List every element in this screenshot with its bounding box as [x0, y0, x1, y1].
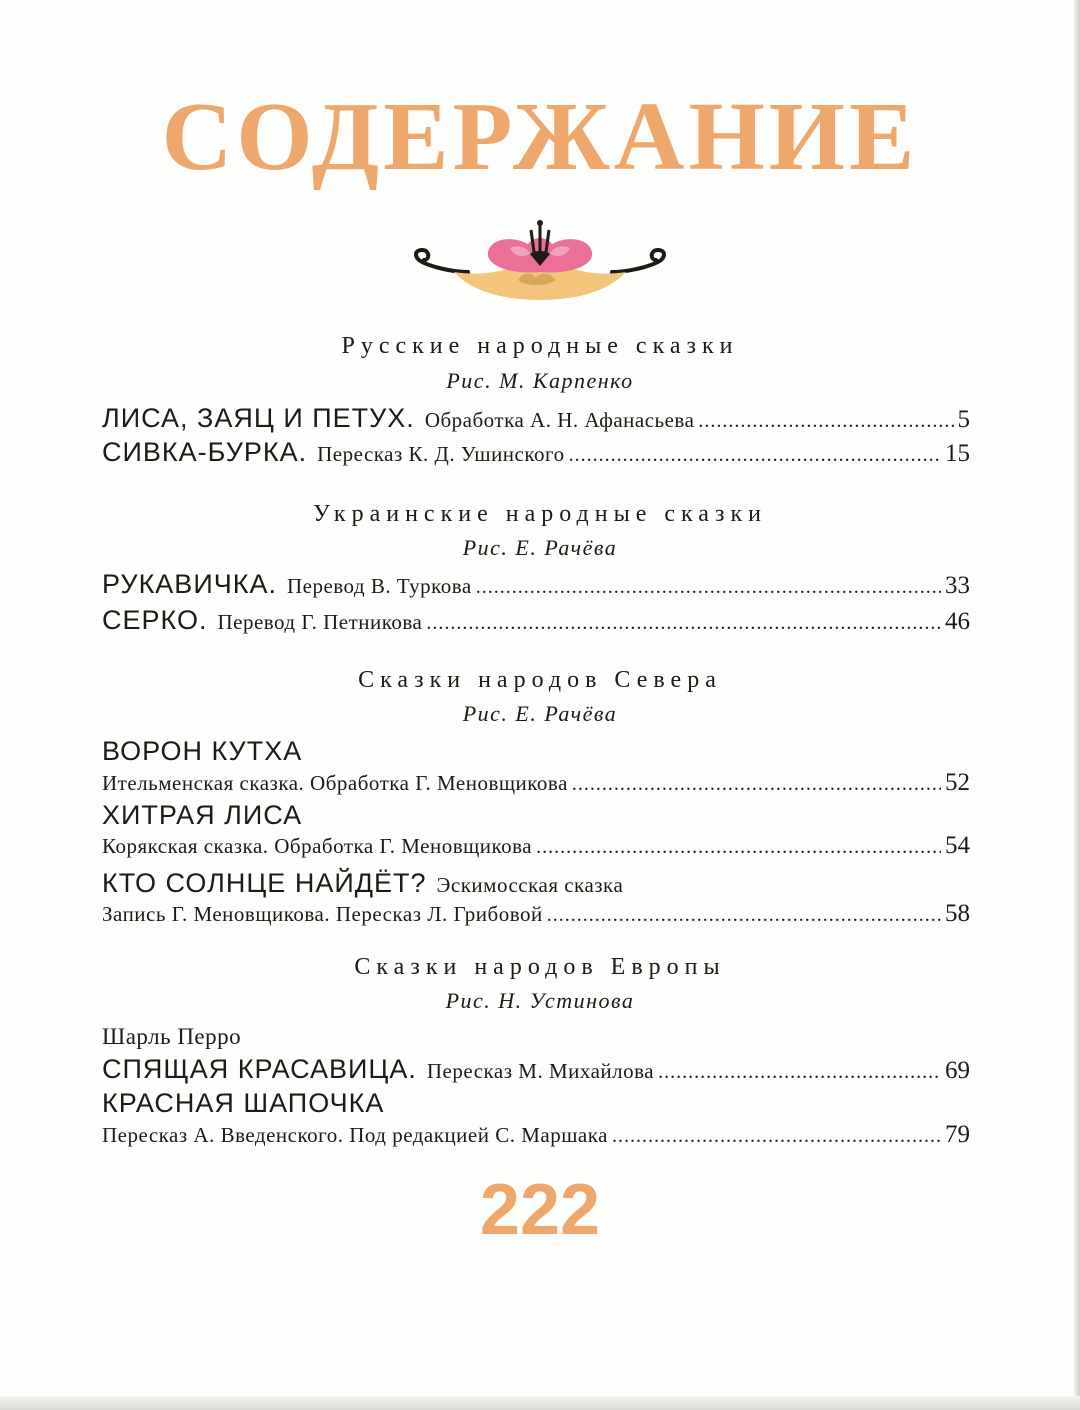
dot-leader: [476, 577, 941, 597]
dot-leader: [698, 411, 953, 431]
entry-credit: Пересказ М. Михайлова: [426, 1059, 655, 1083]
toc-entry[interactable]: [102, 1056, 970, 1083]
entry-title: КТО СОЛНЦЕ НАЙДЁТ?: [102, 868, 427, 898]
dot-leader: [426, 613, 941, 633]
flower-ornament-icon: [410, 214, 670, 300]
dot-leader: [536, 837, 941, 857]
page-number: 222: [479, 1170, 601, 1250]
toc-entry[interactable]: [102, 439, 970, 466]
page-title: СОДЕРЖАНИЕ: [161, 83, 919, 191]
entry-credit: Перевод В. Туркова: [286, 574, 472, 598]
section-illustrator: Рис. Е. Рачёва: [462, 701, 618, 726]
entry-credit: Корякская сказка. Обработка Г. Меновщикова: [102, 834, 533, 858]
entry-page: 52: [945, 769, 970, 796]
toc-entry[interactable]: [102, 833, 970, 858]
entry-title[interactable]: ХИТРАЯ ЛИСА: [102, 800, 303, 830]
entry-title: СПЯЩАЯ КРАСАВИЦА.: [102, 1054, 417, 1084]
entry-title: РУКАВИЧКА.: [102, 569, 277, 599]
entry-credit: Перевод Г. Петникова: [217, 610, 423, 634]
section-title: Украинские народные сказки: [313, 501, 767, 527]
section-illustrator: Рис. Н. Устинова: [445, 988, 635, 1013]
entry-title: СИВКА-БУРКА.: [102, 437, 308, 467]
entry-title[interactable]: ВОРОН КУТХА: [102, 736, 303, 766]
entry-page: 5: [957, 406, 970, 433]
entry-page: 33: [945, 572, 970, 599]
entry-page: 58: [945, 900, 970, 927]
toc-entry[interactable]: [102, 607, 970, 634]
entry-credit: Обработка А. Н. Афанасьева: [424, 408, 695, 432]
section-illustrator: Рис. М. Карпенко: [446, 368, 634, 393]
entry-page: 79: [945, 1121, 970, 1148]
toc-entry[interactable]: [102, 901, 970, 926]
dot-leader: [569, 445, 941, 465]
author-name: Шарль Перро: [102, 1024, 242, 1049]
dot-leader: [572, 774, 941, 794]
section-title: Русские народные сказки: [341, 333, 739, 359]
entry-title: СЕРКО.: [102, 605, 208, 635]
entry-page: 46: [945, 608, 970, 635]
dot-leader: [612, 1126, 941, 1146]
entry-page: 15: [945, 440, 970, 467]
entry-page: 69: [945, 1057, 970, 1084]
toc-entry[interactable]: [102, 571, 970, 598]
entry-credit: Ительменская сказка. Обработка Г. Меновщикова: [102, 771, 568, 795]
entry-title[interactable]: КРАСНАЯ ШАПОЧКА: [102, 1088, 385, 1118]
entry-title: ЛИСА, ЗАЯЦ И ПЕТУХ.: [102, 403, 415, 433]
toc-entry-heading[interactable]: [102, 870, 623, 897]
entry-credit: Пересказ А. Введенского. Под редакцией С. Маршака: [102, 1123, 608, 1147]
dot-leader: [547, 905, 941, 925]
section-illustrator: Рис. Е. Рачёва: [462, 535, 618, 560]
toc-entry[interactable]: [102, 405, 970, 432]
dot-leader: [658, 1062, 941, 1082]
entry-subtitle: Эскимосская сказка: [436, 873, 624, 897]
toc-entry[interactable]: [102, 1122, 970, 1147]
toc-entry[interactable]: [102, 770, 970, 795]
page-edge-bottom: [0, 1396, 1080, 1410]
entry-page: 54: [945, 832, 970, 859]
section-title: Сказки народов Севера: [358, 667, 722, 693]
section-title: Сказки народов Европы: [354, 954, 726, 980]
entry-credit: Запись Г. Меновщикова. Пересказ Л. Грибовой: [102, 902, 543, 926]
entry-credit: Пересказ К. Д. Ушинского: [317, 442, 565, 466]
